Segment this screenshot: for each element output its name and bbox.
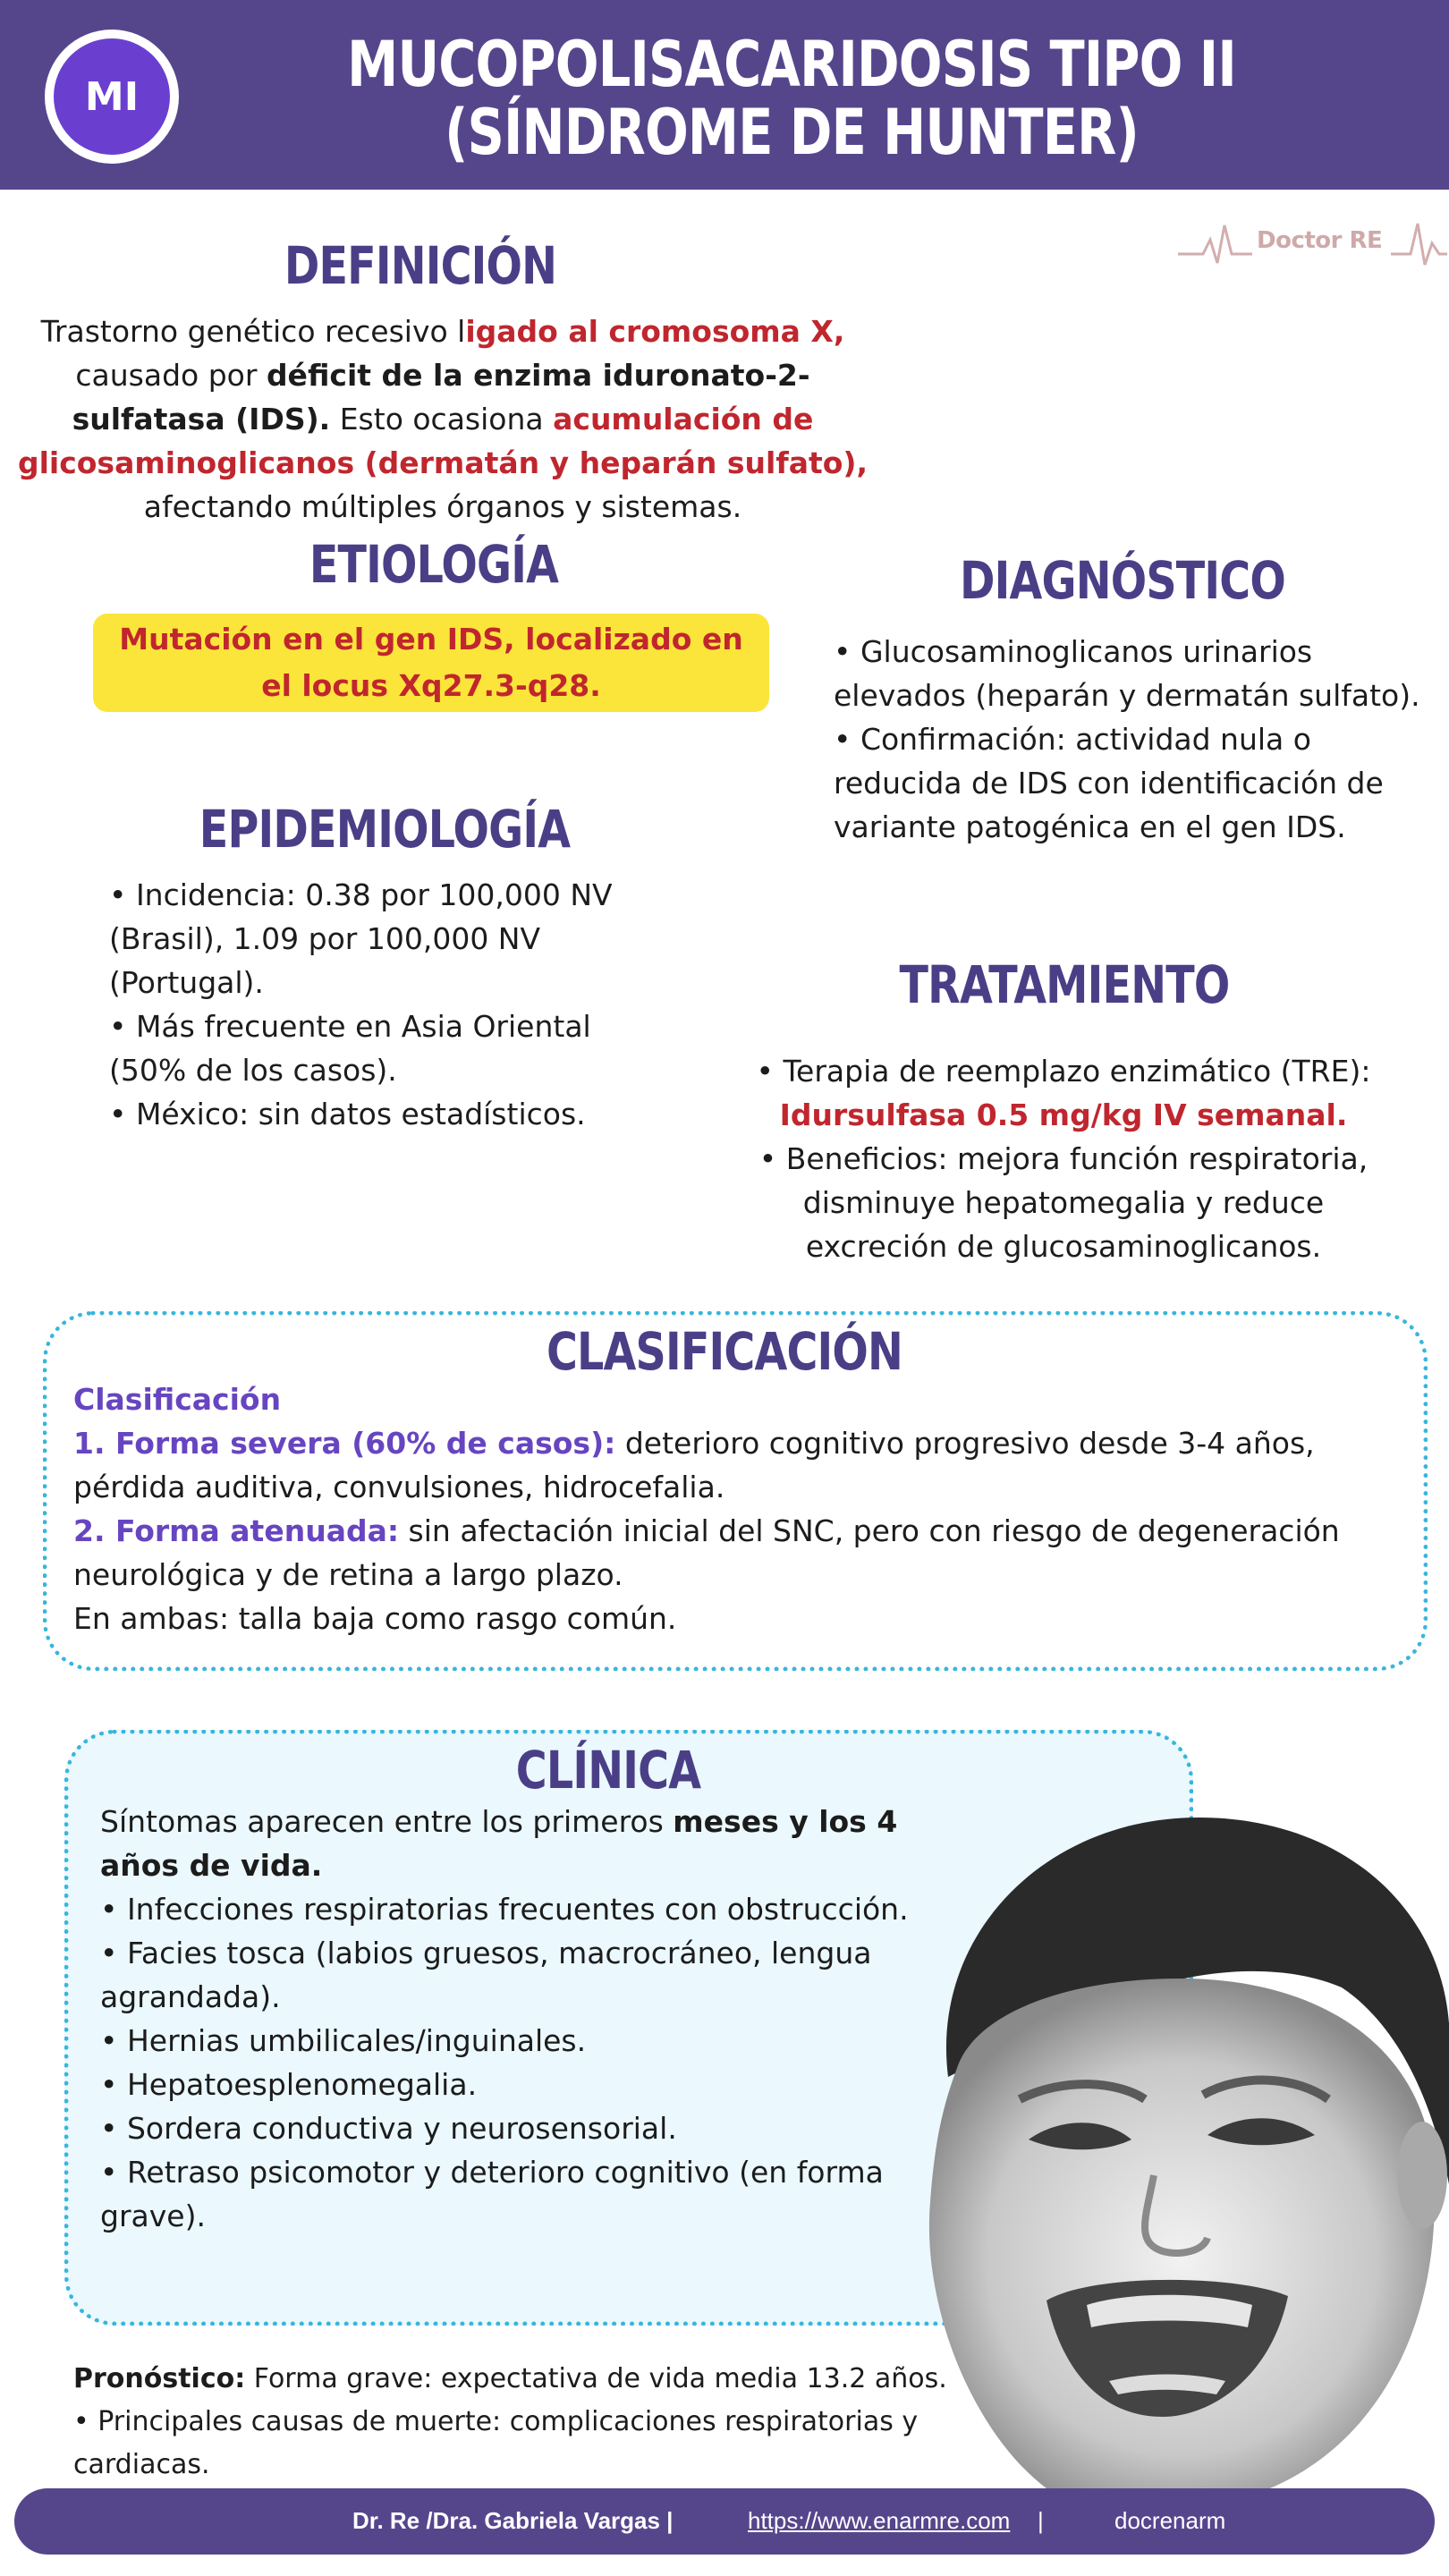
footer-handle: docrenarm: [1114, 2507, 1226, 2534]
tratamiento-text-4: disminuye hepatomegalia y reduce: [802, 1185, 1325, 1220]
list-item: variante patogénica en el gen IDS.: [834, 809, 1346, 844]
clinica-intro-c: años de vida.: [100, 1848, 323, 1883]
list-item: • Incidencia: 0.38 por 100,000 NV: [109, 877, 613, 912]
list-item: • México: sin datos estadísticos.: [109, 1097, 586, 1131]
clinica-intro-b: meses y los 4: [673, 1804, 898, 1839]
etiologia-text-1: Mutación en el gen IDS, localizado en: [119, 622, 743, 657]
pronostico-text-3: cardiacas.: [73, 2449, 210, 2480]
definicion-text: [0, 309, 886, 529]
tratamiento-text-1: • Terapia de reemplazo enzimático (TRE):: [756, 1054, 1371, 1089]
list-item: agrandada).: [100, 1979, 281, 2014]
epidemiologia-list: [109, 873, 753, 1136]
diagnostico-heading: DIAGNÓSTICO: [960, 550, 1285, 611]
epidemiologia-heading: EPIDEMIOLOGÍA: [199, 799, 571, 860]
tratamiento-text-2: Idursulfasa 0.5 mg/kg IV semanal.: [779, 1097, 1348, 1132]
patient-photo: [894, 1755, 1449, 2488]
clinica-intro-a: Síntomas aparecen entre los primeros: [100, 1804, 674, 1839]
list-item: grave).: [100, 2199, 206, 2233]
list-item: elevados (heparán y dermatán sulfato).: [834, 678, 1420, 713]
definicion-text-1a: Trastorno genético recesivo l: [40, 314, 466, 349]
logo: [45, 30, 179, 164]
title-line-1: MUCOPOLISACARIDOSIS TIPO II: [347, 28, 1236, 101]
list-item: • Glucosaminoglicanos urinarios: [834, 634, 1313, 669]
pronostico-text: [73, 2358, 968, 2487]
footer-authors: Dr. Re /Dra. Gabriela Vargas |: [352, 2507, 674, 2534]
list-item: • Más frecuente en Asia Oriental: [109, 1009, 591, 1044]
forma-atenuada-label: 2. Forma atenuada:: [73, 1513, 400, 1548]
etiologia-heading: ETIOLOGÍA: [309, 534, 559, 595]
tratamiento-heading: TRATAMIENTO: [899, 954, 1230, 1015]
list-item: (Brasil), 1.09 por 100,000 NV: [109, 921, 541, 956]
clinica-text: [100, 1800, 959, 2238]
pronostico-text-2: • Principales causas de muerte: complicaciones respiratorias y: [73, 2406, 919, 2437]
diagnostico-list: [834, 630, 1449, 849]
list-item: • Retraso psicomotor y deterioro cognitivo (en forma: [100, 2155, 884, 2190]
footer-separator: |: [1038, 2507, 1044, 2534]
brand-watermark: [1176, 208, 1449, 270]
list-item: • Hernias umbilicales/inguinales.: [100, 2023, 587, 2058]
etiologia-text-2: el locus Xq27.3-q28.: [261, 668, 601, 703]
definicion-text-4: glicosaminoglicanos (dermatán y heparán sulfato),: [17, 445, 869, 480]
clasificacion-subheading: Clasificación: [73, 1382, 282, 1417]
list-item: (50% de los casos).: [109, 1053, 397, 1088]
forma-severa-label: 1. Forma severa (60% de casos):: [73, 1426, 616, 1461]
clasificacion-heading: CLASIFICACIÓN: [546, 1321, 903, 1382]
title-line-2: (SÍNDROME DE HUNTER): [445, 96, 1139, 169]
logo-badge: MI: [54, 38, 170, 155]
definicion-text-1b: igado al cromosoma X,: [465, 314, 845, 349]
forma-atenuada-text: sin afectación inicial del SNC, pero con riesgo de degeneración: [399, 1513, 1340, 1548]
page-title: [334, 28, 1250, 169]
list-item: • Facies tosca (labios gruesos, macrocráneo, lengua: [100, 1936, 872, 1970]
tratamiento-text: [707, 1049, 1420, 1268]
list-item: reducida de IDS con identificación de: [834, 766, 1384, 801]
tratamiento-text-3: • Beneficios: mejora función respiratoria,: [758, 1141, 1368, 1176]
forma-atenuada-text-2: neurológica y de retina a largo plazo.: [73, 1557, 623, 1592]
definicion-text-2b: déficit de la enzima iduronato-2-: [266, 358, 810, 393]
list-item: • Hepatoesplenomegalia.: [100, 2067, 478, 2102]
definicion-text-2a: causado por: [75, 358, 267, 393]
tratamiento-text-5: excreción de glucosaminoglicanos.: [805, 1229, 1322, 1264]
etiologia-text: [80, 616, 782, 709]
clasificacion-ambas: En ambas: talla baja como rasgo común.: [73, 1601, 677, 1636]
pronostico-text-1: Forma grave: expectativa de vida media 13.2 años.: [245, 2363, 947, 2394]
brand-name: Doctor RE: [1257, 227, 1383, 254]
forma-severa-text: deterioro cognitivo progresivo desde 3-4 años,: [615, 1426, 1315, 1461]
forma-severa-text-2: pérdida auditiva, convulsiones, hidrocefalia.: [73, 1470, 725, 1504]
definicion-text-5: afectando múltiples órganos y sistemas.: [143, 489, 742, 524]
footer-url-link[interactable]: https://www.enarmre.com: [748, 2507, 1011, 2534]
list-item: • Infecciones respiratorias frecuentes con obstrucción.: [100, 1892, 909, 1927]
definicion-heading: DEFINICIÓN: [284, 235, 557, 296]
list-item: (Portugal).: [109, 965, 264, 1000]
definicion-text-3a: sulfatasa (IDS).: [72, 402, 331, 436]
list-item: • Confirmación: actividad nula o: [834, 722, 1311, 757]
clinica-heading: CLÍNICA: [515, 1740, 701, 1801]
clasificacion-text: [73, 1377, 1415, 1640]
list-item: • Sordera conductiva y neurosensorial.: [100, 2111, 677, 2146]
definicion-text-3c: acumulación de: [553, 402, 814, 436]
definicion-text-3b: Esto ocasiona: [330, 402, 554, 436]
pronostico-label: Pronóstico:: [73, 2363, 246, 2394]
